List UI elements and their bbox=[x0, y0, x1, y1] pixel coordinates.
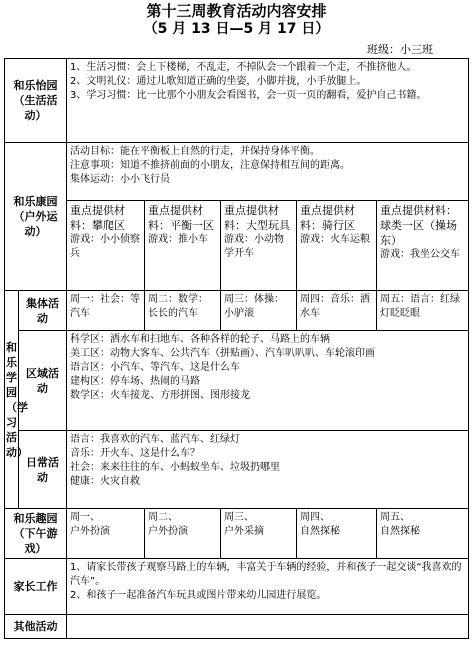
area-content bbox=[67, 331, 469, 431]
quyuan-day-name: 周四、 bbox=[300, 512, 330, 523]
focus-game: 游戏：推小车 bbox=[148, 234, 208, 245]
xueyuan-label: 和乐学园（学习活动） bbox=[5, 291, 19, 509]
kangyuan-focus-cell bbox=[145, 201, 221, 291]
kangyuan-focus-cell bbox=[297, 201, 377, 291]
collective-label: 集体活动 bbox=[19, 291, 67, 331]
daily-item: 语言：我喜欢的汽车、蓝汽车、红绿灯 bbox=[70, 434, 240, 445]
class-info bbox=[0, 42, 473, 58]
yiyuan-label: 和乐怡园（生活活动） bbox=[5, 59, 67, 143]
quyuan-day-name: 周二、 bbox=[148, 512, 178, 523]
area-item: 语言区：小汽车、等汽车、这是什么车 bbox=[70, 362, 240, 373]
yiyuan-item: 3、学习习惯：比一比那个小朋友会看图书，会一页一页的翻看，爱护自己书籍。 bbox=[70, 90, 427, 101]
daily-item: 音乐：开火车、这是什么车？ bbox=[70, 448, 200, 459]
collective-item: 周二：数学：长长的汽车 bbox=[145, 291, 221, 331]
daily-content bbox=[67, 431, 469, 509]
page-title: 第十三周教育活动内容安排 bbox=[146, 2, 327, 20]
focus-game: 游戏：火车运粮 bbox=[300, 234, 370, 245]
quyuan-day-name: 周一、 bbox=[70, 512, 100, 523]
quyuan-day bbox=[67, 509, 145, 559]
schedule-table bbox=[4, 58, 469, 639]
quyuan-day bbox=[221, 509, 297, 559]
area-item: 科学区：洒水车和扫地车、各种各样的轮子、马路上的车辆 bbox=[70, 334, 330, 345]
quyuan-day-activity: 户外扮演 bbox=[148, 526, 188, 537]
kangyuan-notice: 注意事项：知道不推挤前面的小朋友，注意保持相互间的距离。 bbox=[70, 160, 350, 171]
yiyuan-content bbox=[67, 59, 469, 143]
family-item: 2、和孩子一起准备汽车玩具或图片带来幼儿园进行展览。 bbox=[70, 590, 327, 601]
area-item: 建构区：停车场、热闹的马路 bbox=[70, 376, 200, 387]
quyuan-day-name: 周三、 bbox=[224, 512, 254, 523]
yiyuan-item: 2、文明礼仪：通过儿歌知道正确的坐姿，小脚并拢，小手放腿上。 bbox=[70, 76, 367, 87]
focus-material: 重点提供材料：大型玩具 bbox=[224, 204, 290, 232]
area-item: 数学区：火车接龙、方形拼图、图形接龙 bbox=[70, 390, 250, 401]
focus-material: 重点提供材料：攀爬区 bbox=[70, 204, 125, 232]
collective-item: 周五：语言：红绿灯眨眨眼 bbox=[377, 291, 469, 331]
class-label: 班级： bbox=[367, 43, 400, 56]
daily-label: 日常活动 bbox=[19, 431, 67, 509]
quyuan-day-activity: 自然探秘 bbox=[380, 526, 420, 537]
other-content bbox=[67, 615, 469, 639]
focus-material: 重点提供材料：平衡一区 bbox=[148, 204, 214, 232]
quyuan-day-name: 周五、 bbox=[380, 512, 410, 523]
kangyuan-focus-cell bbox=[67, 201, 145, 291]
quyuan-day-activity: 户外扮演 bbox=[70, 526, 110, 537]
family-content bbox=[67, 559, 469, 615]
area-label: 区域活动 bbox=[19, 331, 67, 431]
family-label: 家长工作 bbox=[5, 559, 67, 615]
yiyuan-item: 1、生活习惯：会上下楼梯，不乱走，不掉队会一个跟着一个走，不推挤他人。 bbox=[70, 62, 417, 73]
kangyuan-info bbox=[67, 143, 469, 201]
focus-game: 游戏：我坐公交车 bbox=[380, 249, 460, 260]
kangyuan-label: 和乐康园（户外运动） bbox=[5, 143, 67, 291]
area-item: 美工区：动物大客车、公共汽车（拼贴画）、汽车叭叭叭、车轮滚印画 bbox=[70, 348, 375, 359]
focus-game: 游戏：小动物学开车 bbox=[224, 234, 284, 259]
kangyuan-focus-cell bbox=[221, 201, 297, 291]
daily-item: 健康：火灾自救 bbox=[70, 476, 140, 487]
collective-item: 周三：体操：小驴滚 bbox=[221, 291, 297, 331]
quyuan-day bbox=[377, 509, 469, 559]
focus-material: 重点提供材料：球类一区（操场东） bbox=[380, 204, 457, 247]
focus-game: 游戏：小小侦察兵 bbox=[70, 234, 140, 259]
quyuan-day-activity: 自然探秘 bbox=[300, 526, 340, 537]
daily-item: 社会：来来往往的车、小蚂蚁坐车、垃圾扔哪里 bbox=[70, 462, 280, 473]
collective-item: 周四：音乐：洒水车 bbox=[297, 291, 377, 331]
quyuan-day bbox=[145, 509, 221, 559]
kangyuan-focus-cell bbox=[377, 201, 469, 291]
kangyuan-goal: 活动目标：能在平衡板上自然的行走，并保持身体平衡。 bbox=[70, 146, 320, 157]
quyuan-day bbox=[297, 509, 377, 559]
page-subtitle: （5 月 13 日—5 月 17 日） bbox=[143, 21, 330, 37]
other-label: 其他活动 bbox=[5, 615, 67, 639]
class-name: 小三班 bbox=[400, 43, 433, 56]
quyuan-day-activity: 户外采摘 bbox=[224, 526, 264, 537]
quyuan-label: 和乐趣园（下午游戏） bbox=[5, 509, 67, 559]
collective-item: 周一：社会：等汽车 bbox=[67, 291, 145, 331]
family-item: 1、请家长带孩子观察马路上的车辆，丰富关于车辆的经验，并和孩子一起交谈“我喜欢的汽车”。 bbox=[70, 562, 462, 587]
kangyuan-group: 集体运动：小小飞行员 bbox=[70, 174, 170, 185]
focus-material: 重点提供材料：骑行区 bbox=[300, 204, 355, 232]
